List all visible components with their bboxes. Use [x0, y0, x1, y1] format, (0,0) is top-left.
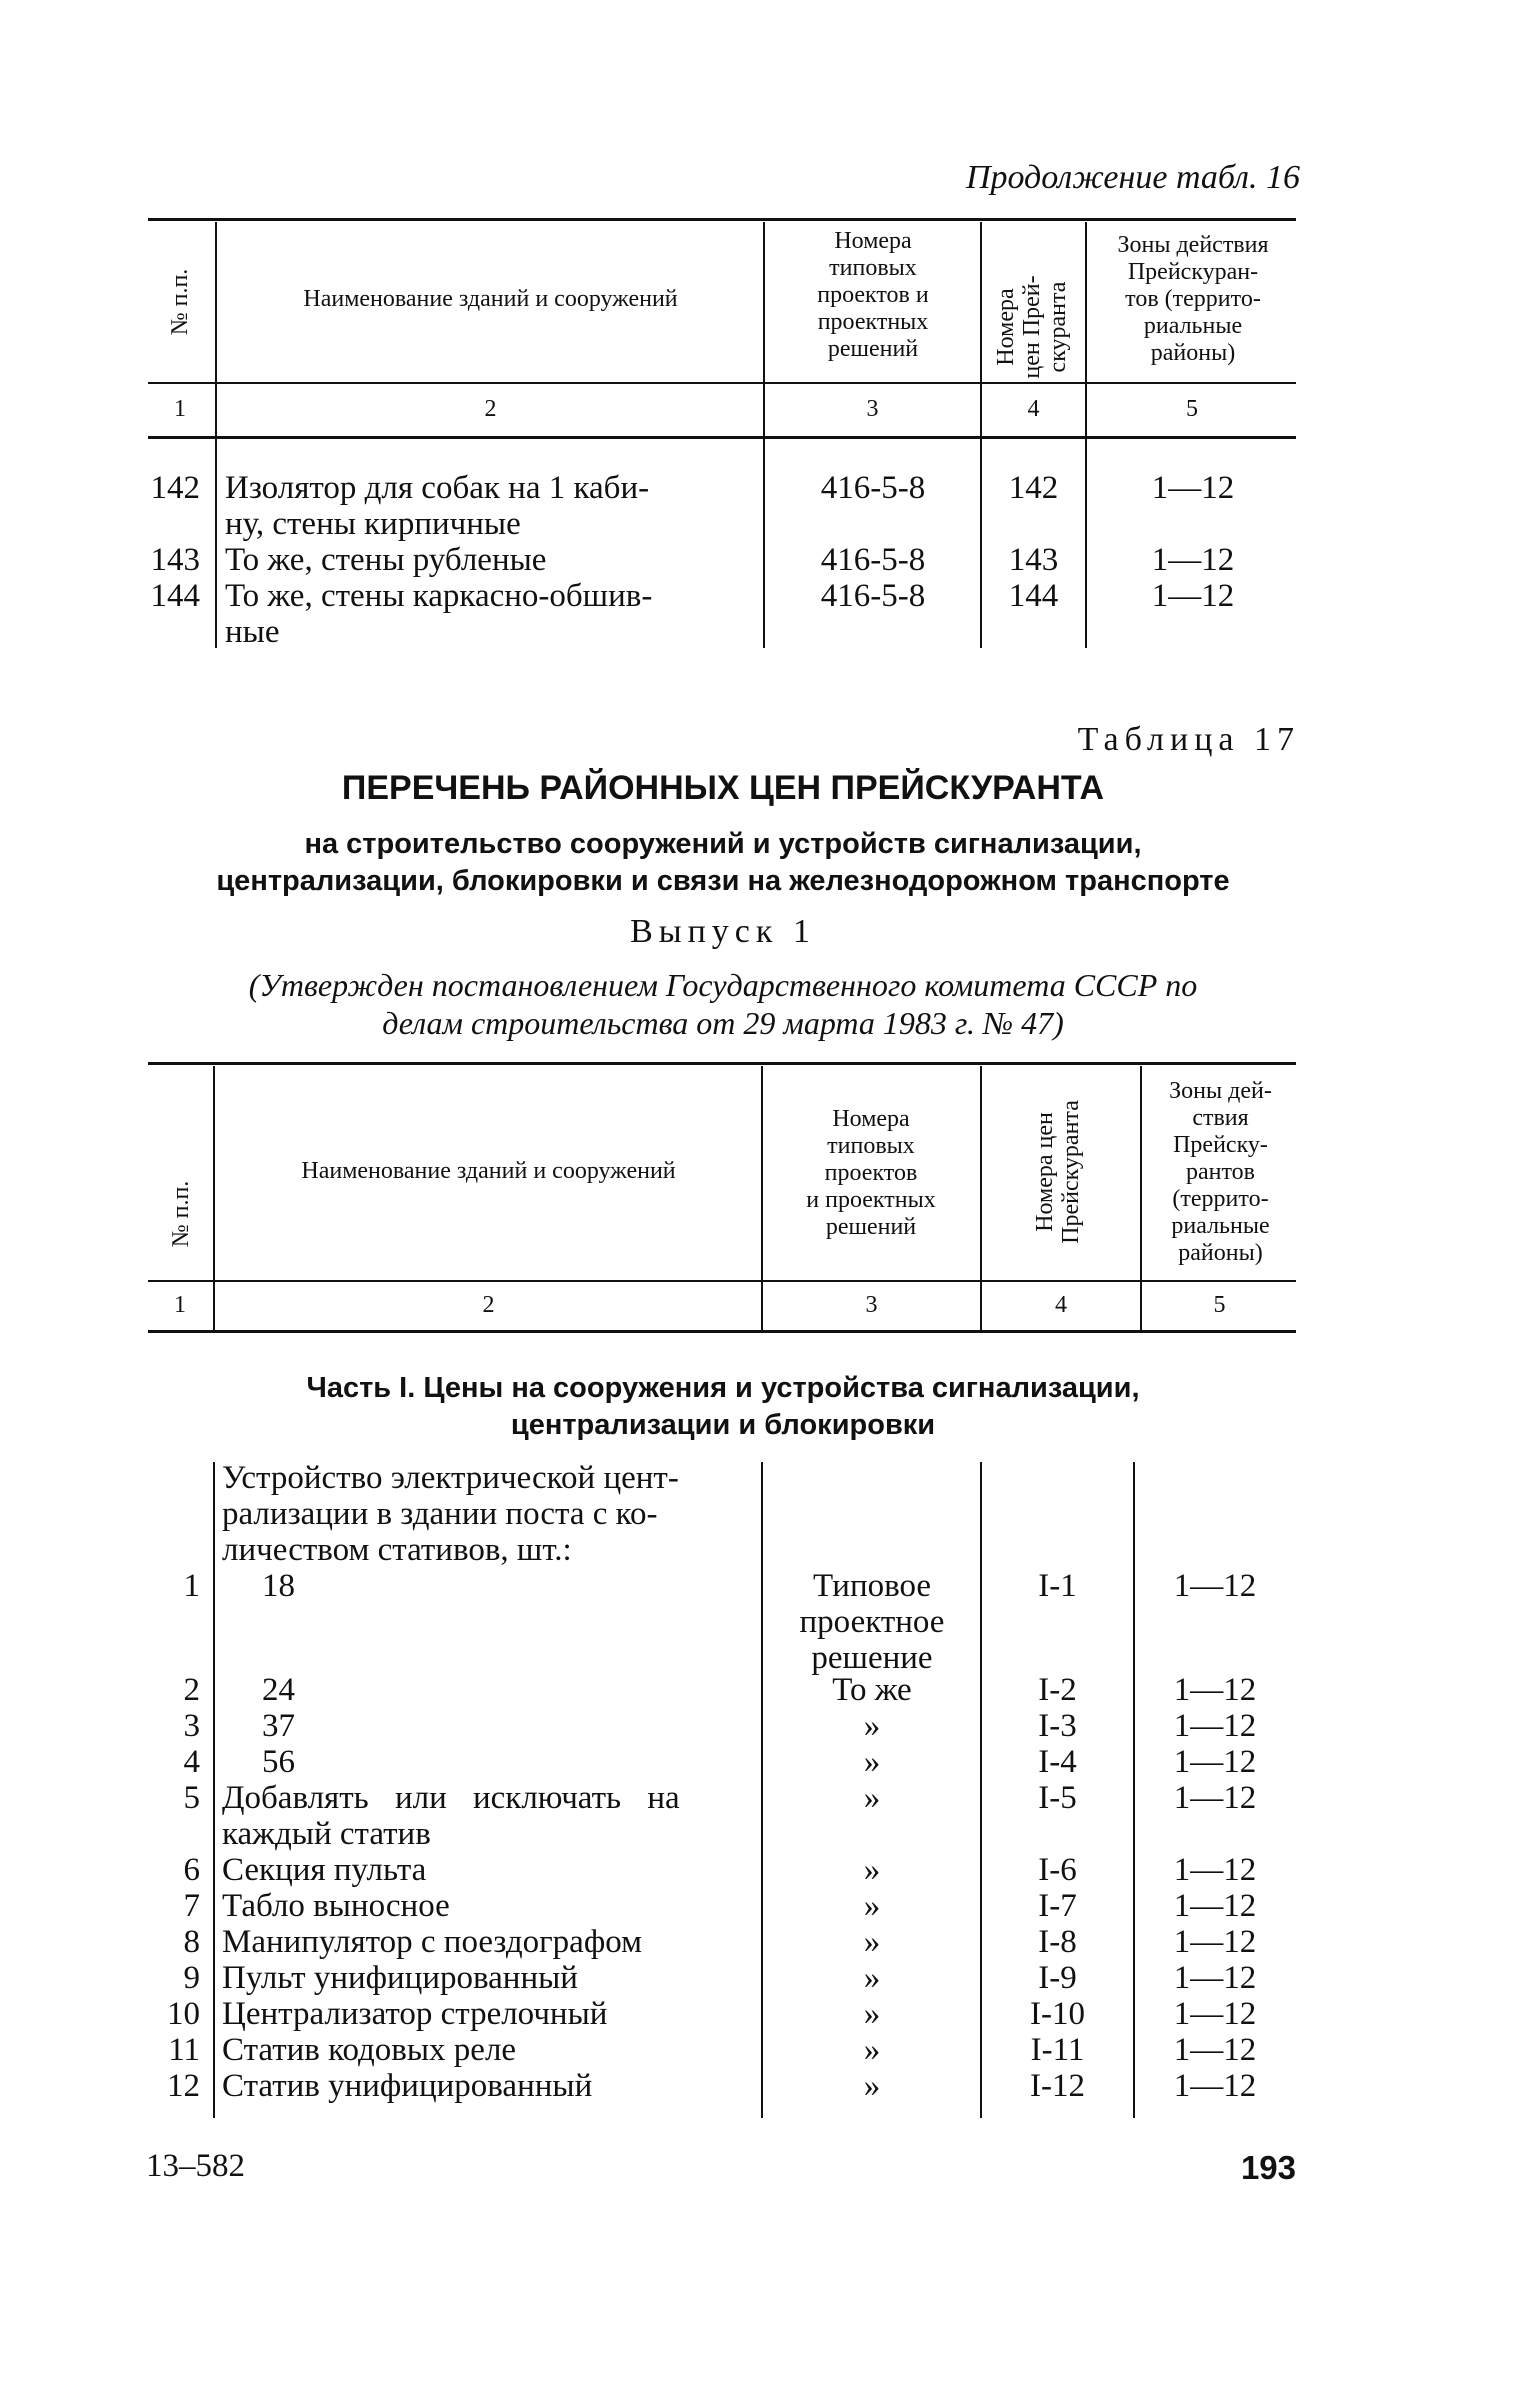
table-17-vline-3 [980, 1066, 982, 1330]
row-name-line: ну, стены кирпичные [225, 506, 521, 542]
header-line: проектов [824, 1160, 918, 1186]
row-project-line: То же [832, 1672, 912, 1708]
table-17-approval [148, 966, 1298, 1042]
table-row-name [222, 1924, 642, 1960]
row-project-line: » [863, 2068, 881, 2104]
table-row-num: 11 [168, 2032, 200, 2068]
intro-line: личеством стативов, шт.: [222, 1532, 572, 1568]
table-row-num: 6 [183, 1852, 200, 1888]
row-name-line: 24 [262, 1672, 295, 1708]
header-line: решений [827, 336, 919, 362]
subtitle-line: централизации, блокировки и связи на железнодорожном транспорте [216, 865, 1230, 897]
table-row-price: I-10 [1030, 1996, 1085, 2032]
table-row-price: I-12 [1030, 2068, 1085, 2104]
table-17-colnum-5: 5 [1213, 1292, 1226, 1318]
table-row-zone: 1—12 [1173, 1744, 1257, 1780]
table-row-project [764, 1924, 980, 1960]
table-16-colnum-5: 5 [1186, 396, 1198, 422]
table-17-header-num: № п.п. [168, 1180, 194, 1248]
table-row-zone: 1—12 [1173, 1996, 1257, 2032]
table-row-name [262, 1672, 295, 1708]
row-name-line: То же, стены рубленые [225, 542, 547, 578]
table-row-project [764, 1888, 980, 1924]
intro-line: Устройство электрической цент- [222, 1460, 679, 1496]
table-16-vline-4 [1085, 222, 1087, 648]
row-name-line: 37 [262, 1708, 295, 1744]
header-line: решений [825, 1214, 917, 1240]
intro-line: рализации в здании поста с ко- [222, 1496, 658, 1532]
continuation-label: Продолжение табл. 16 [965, 159, 1300, 196]
table-row-price: I-5 [1038, 1780, 1077, 1816]
table-row-num: 4 [183, 1744, 200, 1780]
header-line: (террито- [1172, 1186, 1269, 1212]
table-row-price: I-8 [1038, 1924, 1077, 1960]
table-row-project [764, 1744, 980, 1780]
table-16-header-num: № п.п. [167, 268, 193, 336]
table-row-project [764, 1960, 980, 1996]
table-16-vline-2 [763, 222, 765, 648]
table-row-price: I-6 [1038, 1852, 1077, 1888]
table-17-colnum-2: 2 [482, 1292, 495, 1318]
table-17-top-rule [148, 1062, 1296, 1065]
table-row-project [764, 1852, 980, 1888]
row-project-line: » [863, 1780, 881, 1816]
header-line: районы) [1178, 1240, 1263, 1266]
table-17-vline-2 [761, 1066, 763, 1330]
table-17-header-zones [1143, 1078, 1298, 1267]
table-row-project [764, 1780, 980, 1816]
table-row-zone: 1—12 [1173, 2032, 1257, 2068]
table-17-intro [222, 1460, 679, 1568]
table-row-price: I-3 [1038, 1708, 1077, 1744]
row-name-line: Добавлять или исключать на [222, 1780, 680, 1816]
table-17-subtitle [148, 826, 1298, 900]
header-line: цен Прей- [1019, 275, 1045, 379]
table-row-project [764, 1568, 980, 1676]
table-row-name [222, 1888, 450, 1924]
table-row-name [222, 1852, 426, 1888]
table-17-colnum-3: 3 [865, 1292, 878, 1318]
table-17-header-name: Наименование зданий и сооружений [301, 1158, 676, 1184]
row-name-line: Статив унифицированный [222, 2068, 593, 2104]
header-line: риальные [1143, 313, 1243, 339]
table-row-zone: 1—12 [1151, 470, 1235, 506]
table-16-vline-1 [215, 222, 217, 648]
table-row-zone: 1—12 [1151, 542, 1235, 578]
table-row-num: 2 [183, 1672, 200, 1708]
table-17-header-rule [148, 1280, 1296, 1282]
row-name-line: 56 [262, 1744, 295, 1780]
table-17-header-price-numbers [1032, 1067, 1088, 1277]
table-17-label: Таблица 17 [1077, 721, 1300, 758]
row-project-line: » [863, 1960, 881, 1996]
row-project-line: » [863, 1744, 881, 1780]
table-row-price: I-7 [1038, 1888, 1077, 1924]
row-project-line: » [863, 1996, 881, 2032]
table-16-colnum-3: 3 [866, 396, 879, 422]
table-row-project: 416-5-8 [820, 578, 926, 614]
table-row-price: 143 [1008, 542, 1059, 578]
row-project-line: » [863, 1924, 881, 1960]
table-row-name [262, 1708, 295, 1744]
table-17-vline-4 [1140, 1066, 1142, 1330]
table-row-name [222, 1996, 607, 2032]
table-17-colnum-rule [148, 1330, 1296, 1333]
printer-signature: 13–582 [146, 2148, 245, 2184]
page-number: 193 [1240, 2149, 1296, 2186]
row-project-line: » [863, 1888, 881, 1924]
table-16-top-rule [148, 218, 1296, 221]
table-17-title: ПЕРЕЧЕНЬ РАЙОННЫХ ЦЕН ПРЕЙСКУРАНТА [341, 769, 1105, 807]
table-row-name [262, 1744, 295, 1780]
part-1-title [148, 1370, 1298, 1444]
table-row-num: 5 [183, 1780, 200, 1816]
header-line: Зоны дей- [1169, 1078, 1272, 1104]
table-row-name [262, 1568, 295, 1604]
part-title-line: Часть I. Цены на сооружения и устройства сигнализации, [306, 1372, 1140, 1404]
part-title-line: централизации и блокировки [510, 1409, 936, 1441]
table-row-price: 142 [1008, 470, 1059, 506]
header-line: проектов и [817, 282, 929, 308]
table-row-name [225, 578, 652, 650]
table-row-num: 142 [150, 470, 200, 506]
table-row-zone: 1—12 [1173, 1960, 1257, 1996]
table-row-num: 144 [150, 578, 200, 614]
subtitle-line: на строительство сооружений и устройств сигнализации, [304, 828, 1142, 860]
row-project-line: » [863, 1708, 881, 1744]
table-row-zone: 1—12 [1173, 1708, 1257, 1744]
row-project-line: » [863, 2032, 881, 2068]
row-name-line: ные [225, 614, 280, 650]
header-line: Прейскуранта [1058, 1100, 1084, 1244]
header-line: риальные [1171, 1213, 1270, 1239]
row-name-line: Изолятор для собак на 1 каби- [225, 470, 650, 506]
table-row-name [222, 1960, 578, 1996]
table-row-zone: 1—12 [1173, 1888, 1257, 1924]
table-row-name [225, 470, 649, 542]
table-16-colnum-rule [148, 436, 1296, 439]
table-row-project: 416-5-8 [820, 470, 926, 506]
header-line: типовых [827, 1133, 915, 1159]
row-name-line: То же, стены каркасно-обшив- [225, 578, 653, 614]
table-16-header-rule [148, 382, 1296, 384]
table-row-name [222, 1780, 680, 1852]
table-row-name [225, 542, 546, 578]
header-line: скуранта [1045, 281, 1071, 373]
table-16-header-name: Наименование зданий и сооружений [303, 286, 678, 312]
table-17-colnum-1: 1 [174, 1292, 186, 1318]
table-row-zone: 1—12 [1173, 2068, 1257, 2104]
header-line: Прейску- [1173, 1132, 1268, 1158]
header-line: районы) [1150, 340, 1236, 366]
table-row-num: 10 [167, 1996, 200, 2032]
table-row-num: 7 [183, 1888, 200, 1924]
row-name-line: Табло выносное [222, 1888, 450, 1924]
header-line: рантов [1186, 1159, 1255, 1185]
table-17-vline-1 [213, 1066, 215, 1330]
row-name-line: Манипулятор с поездографом [222, 1924, 642, 1960]
table-17-colnum-4: 4 [1055, 1292, 1067, 1318]
table-16-header-zones [1088, 232, 1298, 367]
table-row-num: 143 [150, 542, 200, 578]
table-16-header-price-numbers [993, 252, 1073, 402]
table-16-colnum-4: 4 [1027, 396, 1040, 422]
table-row-zone: 1—12 [1173, 1852, 1257, 1888]
table-row-price: 144 [1008, 578, 1059, 614]
header-line: Номера цен [1032, 1112, 1058, 1232]
table-row-num: 9 [183, 1960, 200, 1996]
header-line: тов (террито- [1125, 286, 1261, 312]
approval-line: (Утвержден постановлением Государственного комитета СССР по [248, 967, 1198, 1003]
table-17-body-vline-2 [761, 1462, 763, 2118]
header-line: Номера [834, 228, 912, 254]
table-row-zone: 1—12 [1173, 1672, 1257, 1708]
header-line: Номера [993, 288, 1019, 366]
table-row-name [222, 2032, 516, 2068]
header-line: Зоны действия [1117, 232, 1269, 258]
table-row-zone: 1—12 [1151, 578, 1235, 614]
header-line: проектных [817, 309, 929, 335]
table-row-project [764, 1708, 980, 1744]
row-name-line: 18 [262, 1568, 295, 1604]
table-17-issue: Выпуск 1 [630, 913, 816, 950]
table-row-num: 3 [183, 1708, 200, 1744]
table-row-price: I-9 [1038, 1960, 1077, 1996]
row-name-line: каждый статив [222, 1816, 431, 1852]
table-16-colnum-2: 2 [484, 396, 497, 422]
table-17-header-projects [764, 1106, 978, 1241]
table-row-project: 416-5-8 [820, 542, 926, 578]
table-row-project [764, 1996, 980, 2032]
header-line: и проектных [806, 1187, 936, 1213]
row-name-line: Секция пульта [222, 1852, 427, 1888]
approval-line: делам строительства от 29 марта 1983 г. № 47) [382, 1005, 1064, 1041]
header-line: ствия [1192, 1105, 1249, 1131]
header-line: Номера [832, 1106, 910, 1132]
row-name-line: Централизатор стрелочный [222, 1996, 608, 2032]
header-line: Прейскуран- [1127, 259, 1259, 285]
table-row-num: 1 [183, 1568, 200, 1604]
table-row-project [764, 2032, 980, 2068]
header-line: типовых [829, 255, 917, 281]
row-project-line: решение [811, 1640, 933, 1676]
table-row-project [764, 2068, 980, 2104]
table-row-price: I-11 [1030, 2032, 1085, 2068]
table-row-zone: 1—12 [1173, 1568, 1257, 1604]
row-name-line: Пульт унифицированный [222, 1960, 578, 1996]
row-name-line: Статив кодовых реле [222, 2032, 517, 2068]
table-row-price: I-2 [1038, 1672, 1077, 1708]
table-row-zone: 1—12 [1173, 1924, 1257, 1960]
row-project-line: Типовое [812, 1568, 932, 1604]
table-row-price: I-1 [1038, 1568, 1077, 1604]
table-17-body-vline-1 [213, 1462, 215, 2118]
table-16-header-projects [768, 228, 978, 363]
row-project-line: проектное [799, 1604, 945, 1640]
table-row-name [222, 2068, 592, 2104]
table-row-price: I-4 [1038, 1744, 1077, 1780]
table-row-zone: 1—12 [1173, 1780, 1257, 1816]
table-row-project [764, 1672, 980, 1708]
row-project-line: » [863, 1852, 881, 1888]
table-row-num: 12 [167, 2068, 200, 2104]
table-16-colnum-1: 1 [174, 396, 186, 422]
table-row-num: 8 [183, 1924, 200, 1960]
